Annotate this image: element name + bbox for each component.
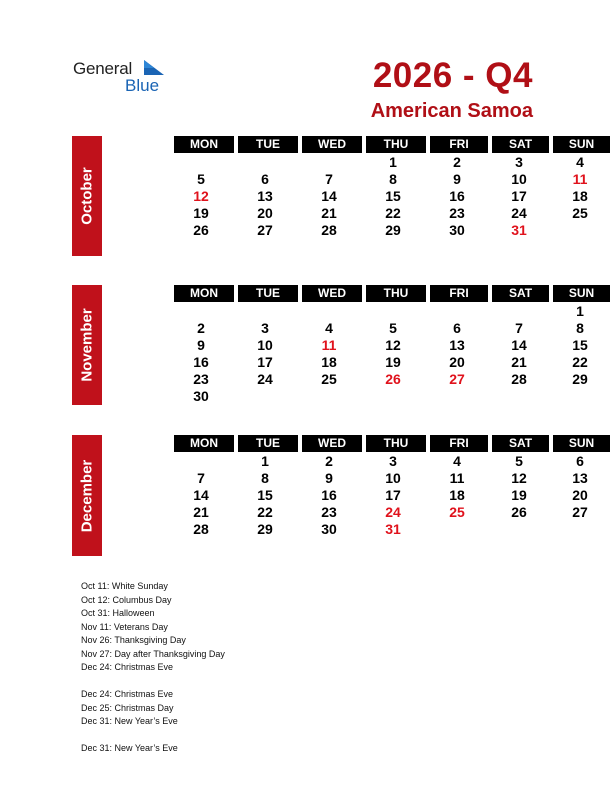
day-cell: 4: [576, 154, 584, 170]
day-cell: 28: [193, 521, 209, 537]
day-cell: 24: [511, 205, 527, 221]
day-cell: 3: [515, 154, 523, 170]
weekday-header: SAT: [492, 435, 549, 452]
day-cell: 27: [257, 222, 273, 238]
weekday-header: SAT: [492, 285, 549, 302]
month-october: [72, 136, 595, 256]
weekday-header: THU: [366, 435, 426, 452]
month-december: [72, 435, 595, 556]
weekday-header: WED: [302, 435, 362, 452]
holiday-day-cell: 24: [385, 504, 401, 520]
weekday-header: SUN: [553, 285, 610, 302]
holiday-list-gap: [81, 675, 225, 689]
day-cell: 4: [453, 453, 461, 469]
day-cell: 18: [321, 354, 337, 370]
weekday-header: WED: [302, 285, 362, 302]
day-cell: 28: [511, 371, 527, 387]
holiday-day-cell: 27: [449, 371, 465, 387]
day-cell: 5: [197, 171, 205, 187]
day-cell: 19: [511, 487, 527, 503]
day-cell: 29: [385, 222, 401, 238]
holiday-list-item: Dec 31: New Year’s Eve: [81, 743, 178, 753]
day-cell: 23: [321, 504, 337, 520]
weekday-header: MON: [174, 136, 234, 153]
day-cell: 26: [193, 222, 209, 238]
day-cell: 25: [321, 371, 337, 387]
country-name: American Samoa: [370, 100, 533, 122]
flag-triangle-icon: [142, 60, 166, 76]
holiday-list-item: Dec 24: Christmas Eve: [81, 689, 174, 699]
day-cell: 8: [261, 470, 269, 486]
day-cell: 9: [325, 470, 333, 486]
day-cell: 10: [257, 337, 273, 353]
weekday-header: MON: [174, 435, 234, 452]
day-cell: 16: [321, 487, 337, 503]
day-cell: 21: [321, 205, 337, 221]
logo-word-blue: Blue: [125, 76, 160, 95]
day-cell: 26: [511, 504, 527, 520]
day-cell: 12: [385, 337, 401, 353]
day-cell: 6: [576, 453, 584, 469]
day-cell: 17: [385, 487, 401, 503]
month-label-bar: [72, 435, 102, 556]
day-cell: 15: [572, 337, 588, 353]
day-cell: 2: [197, 320, 205, 336]
month-label-bar: [72, 136, 102, 256]
day-cell: 23: [449, 205, 465, 221]
holiday-day-cell: 25: [449, 504, 465, 520]
day-cell: 30: [321, 521, 337, 537]
day-cell: 11: [449, 470, 465, 486]
day-cell: 29: [257, 521, 273, 537]
day-cell: 8: [576, 320, 584, 336]
weekday-header: TUE: [238, 136, 298, 153]
weekday-header: FRI: [430, 136, 488, 153]
day-cell: 21: [193, 504, 209, 520]
weekday-header: MON: [174, 285, 234, 302]
day-cell: 13: [449, 337, 465, 353]
day-cell: 14: [193, 487, 209, 503]
day-cell: 2: [453, 154, 461, 170]
day-cell: 13: [257, 188, 273, 204]
holiday-list-item: Nov 26: Thanksgiving Day: [81, 635, 186, 645]
day-cell: 6: [261, 171, 269, 187]
day-cell: 1: [389, 154, 397, 170]
holiday-list-item: Oct 31: Halloween: [81, 608, 155, 618]
weekday-header: FRI: [430, 285, 488, 302]
month-name: October: [78, 167, 96, 225]
holiday-day-cell: 11: [572, 171, 588, 187]
day-cell: 18: [572, 188, 588, 204]
day-cell: 27: [572, 504, 588, 520]
day-cell: 20: [572, 487, 588, 503]
month-label-bar: [72, 285, 102, 405]
day-cell: 18: [449, 487, 465, 503]
day-cell: 1: [576, 303, 584, 319]
weekday-header: SUN: [553, 435, 610, 452]
holiday-list-item: Oct 11: White Sunday: [81, 581, 168, 591]
holiday-list-item: Oct 12: Columbus Day: [81, 594, 172, 605]
month-name: December: [78, 459, 96, 532]
day-cell: 7: [325, 171, 333, 187]
day-cell: 12: [511, 470, 527, 486]
day-cell: 15: [257, 487, 273, 503]
day-cell: 9: [453, 171, 461, 187]
day-cell: 20: [257, 205, 273, 221]
holiday-list-item: Dec 25: Christmas Day: [81, 702, 174, 713]
holiday-list-item: Nov 27: Day after Thanksgiving Day: [81, 648, 225, 659]
day-cell: 29: [572, 371, 588, 387]
day-cell: 13: [572, 470, 588, 486]
holiday-day-cell: 31: [511, 222, 527, 238]
day-cell: 20: [449, 354, 465, 370]
month-name: November: [78, 308, 96, 382]
day-cell: 5: [389, 320, 397, 336]
holiday-day-cell: 11: [321, 337, 337, 353]
day-cell: 9: [197, 337, 205, 353]
weekday-header: TUE: [238, 285, 298, 302]
day-cell: 10: [511, 171, 527, 187]
day-cell: 5: [515, 453, 523, 469]
day-cell: 24: [257, 371, 273, 387]
day-cell: 23: [193, 371, 209, 387]
day-cell: 30: [449, 222, 465, 238]
day-cell: 10: [385, 470, 401, 486]
weekday-header: THU: [366, 136, 426, 153]
logo: [73, 59, 173, 95]
day-cell: 7: [197, 470, 205, 486]
day-cell: 4: [325, 320, 333, 336]
day-cell: 22: [385, 205, 401, 221]
day-cell: 3: [261, 320, 269, 336]
holiday-day-cell: 26: [385, 371, 401, 387]
holiday-list-item: Dec 24: Christmas Eve: [81, 662, 174, 672]
day-cell: 19: [193, 205, 209, 221]
day-cell: 28: [321, 222, 337, 238]
holiday-list: [81, 580, 225, 756]
weekday-header: SUN: [553, 136, 610, 153]
holiday-list-item: Nov 11: Veterans Day: [81, 621, 168, 632]
day-cell: 17: [257, 354, 273, 370]
day-cell: 30: [193, 388, 209, 404]
weekday-header: FRI: [430, 435, 488, 452]
day-cell: 15: [385, 188, 401, 204]
day-cell: 16: [193, 354, 209, 370]
weekday-header: SAT: [492, 136, 549, 153]
day-cell: 3: [389, 453, 397, 469]
day-cell: 17: [511, 188, 527, 204]
day-cell: 14: [511, 337, 527, 353]
day-cell: 22: [572, 354, 588, 370]
day-cell: 19: [385, 354, 401, 370]
holiday-day-cell: 12: [193, 188, 209, 204]
day-cell: 2: [325, 453, 333, 469]
logo-word-general: General: [73, 59, 133, 78]
day-cell: 8: [389, 171, 397, 187]
day-cell: 21: [511, 354, 527, 370]
day-cell: 6: [453, 320, 461, 336]
day-cell: 1: [261, 453, 269, 469]
day-cell: 16: [449, 188, 465, 204]
weekday-header: THU: [366, 285, 426, 302]
page-title: 2026 - Q4: [372, 56, 533, 95]
day-cell: 14: [321, 188, 337, 204]
weekday-header: TUE: [238, 435, 298, 452]
month-november: [72, 285, 595, 405]
weekday-header: WED: [302, 136, 362, 153]
holiday-list-item: Dec 31: New Year’s Eve: [81, 716, 178, 726]
holiday-list-gap: [81, 729, 225, 743]
day-cell: 22: [257, 504, 273, 520]
day-cell: 7: [515, 320, 523, 336]
holiday-day-cell: 31: [385, 521, 401, 537]
day-cell: 25: [572, 205, 588, 221]
